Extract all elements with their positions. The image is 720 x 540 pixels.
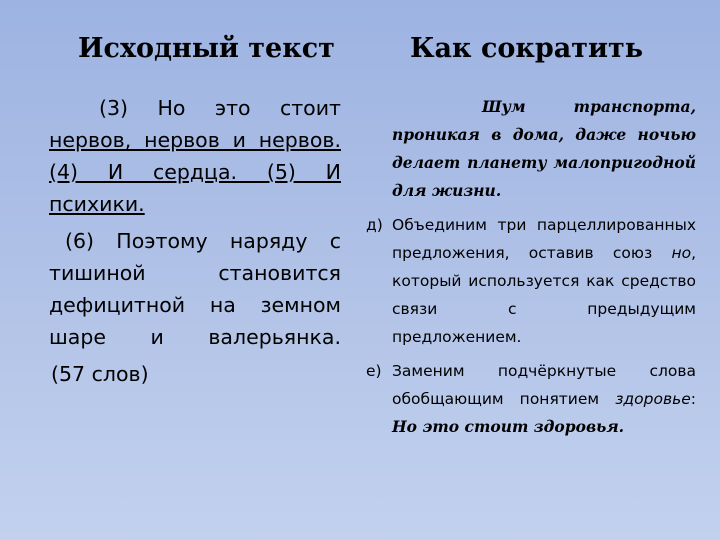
shortening-column: [366, 93, 696, 441]
generalizing-concept: здоровье: [615, 390, 691, 408]
step-d-text: [392, 211, 696, 351]
step-e-text-before: Заменим подчёркнутые слова обобщающим понятием: [392, 362, 696, 408]
word-count: (57 слов): [51, 362, 149, 386]
step-e-marker: е): [366, 362, 382, 380]
sample-sentence: Шум транспорта, проникая в дома, даже ночью делает планету малопригодной для жизни.: [392, 97, 696, 200]
sentence-3-start: (3) Но это стоит: [99, 96, 341, 120]
source-text-column: [49, 92, 341, 390]
source-paragraph-2: (6) Поэтому наряду с тишиной становится дефицитной на земном шаре и валерьянка.: [49, 229, 341, 349]
heading-source-text: Исходный текст: [78, 33, 335, 64]
heading-how-to-shorten: Как сократить: [410, 33, 644, 64]
underlined-words: нервов, нервов и нервов. (4) И сердца. (5) И психики.: [49, 128, 341, 216]
step-e: [366, 357, 696, 441]
step-e-colon: :: [690, 390, 696, 408]
step-d: [366, 211, 696, 351]
conjunction-no: но: [671, 244, 692, 262]
step-d-text-after: , который используется как средство связи с предыдущим предложением.: [392, 244, 696, 346]
step-d-marker: д): [366, 216, 383, 234]
shortened-result: Но это стоит здоровья.: [392, 417, 625, 436]
step-e-text: [392, 357, 696, 441]
step-d-text-before: Объединим три парцеллированных предложения, оставив союз: [392, 216, 696, 262]
source-paragraph-1: [49, 92, 341, 220]
